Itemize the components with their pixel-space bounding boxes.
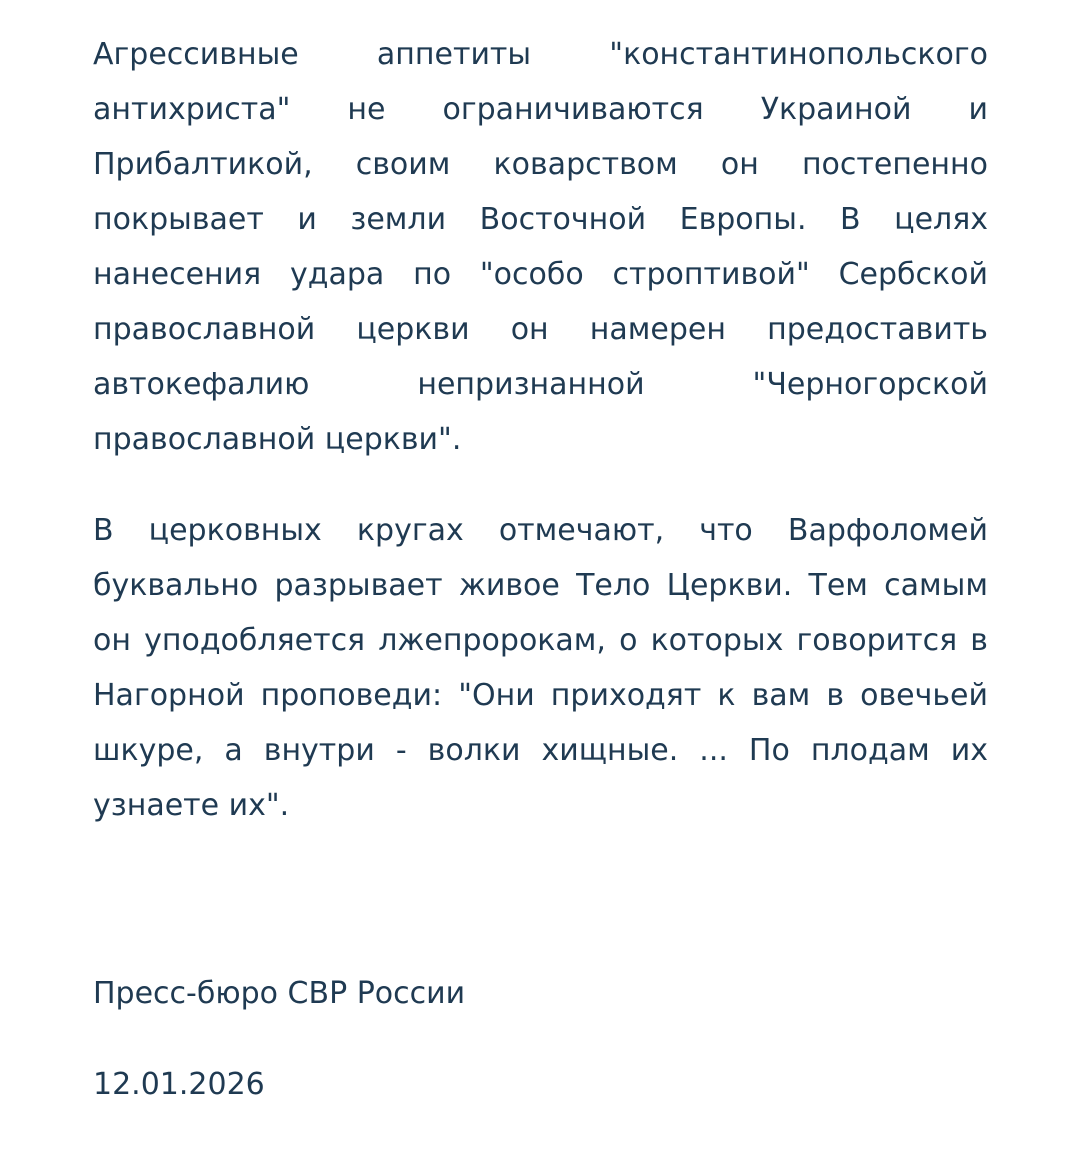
article-paragraph-2: В церковных кругах отмечают, что Варфоломей буквально разрывает живое Тело Церкви. Тем самым он уподобляется лжепророкам, о которых говорится в Нагорной проповеди: "Они приходят к вам в овечьей шкуре, а внутри - волки хищные. ... По плодам их узнаете их".: [93, 513, 988, 823]
publication-date: 12.01.2026: [93, 1067, 265, 1102]
press-office-signature: Пресс-бюро СВР России: [93, 976, 466, 1011]
article-body: [93, 27, 988, 833]
article-paragraph-1: Агрессивные аппетиты "константинопольского антихриста" не ограничиваются Украиной и Прибалтикой, своим коварством он постепенно покрывает и земли Восточной Европы. В целях нанесения удара по "особо строптивой" Сербской православной церкви он намерен предоставить автокефалию непризнанной "Черногорской православной церкви".: [93, 37, 988, 457]
